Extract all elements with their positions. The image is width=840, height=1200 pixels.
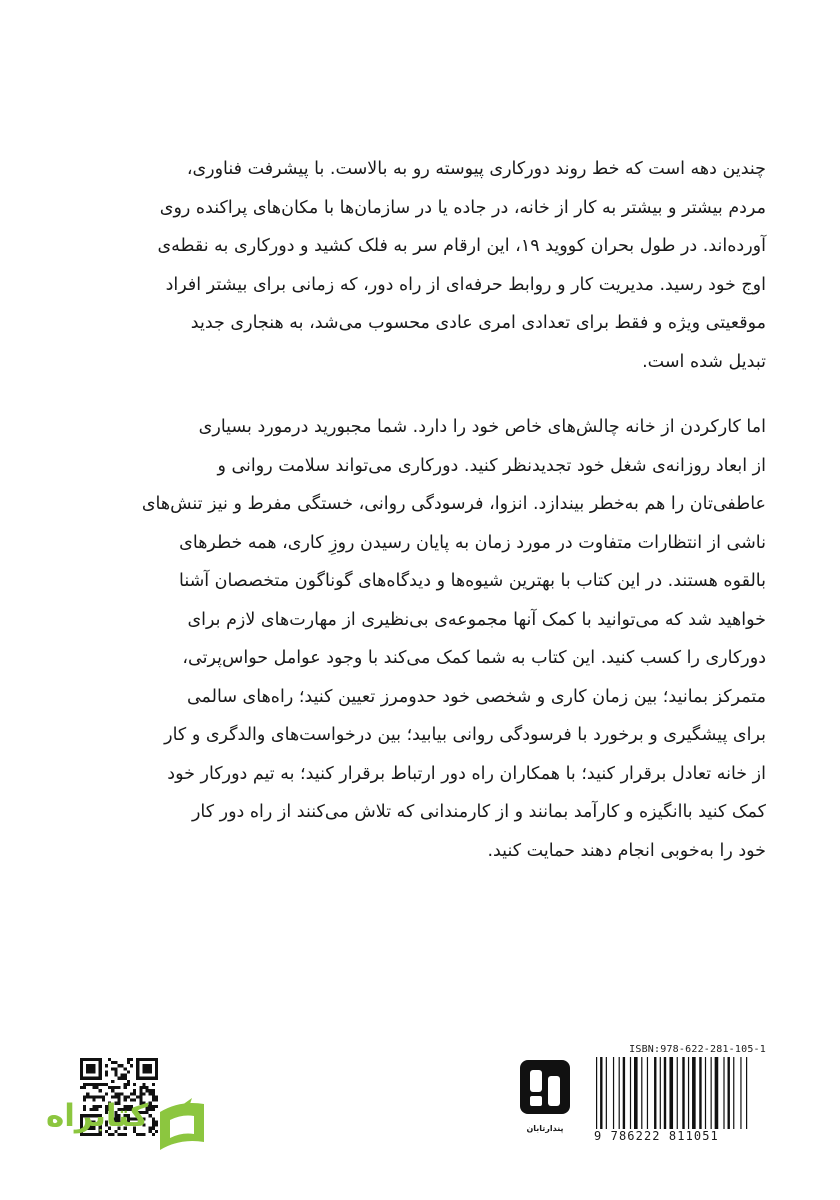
text-line: از خانه تعادل برقرار کنید؛ با همکاران راه دور ارتباط برقرار کنید؛ به تیم دورکار خود — [167, 763, 766, 784]
text-line: مردم بیشتر و بیشتر به کار از خانه، در جاده یا در سازمان‌ها با مکان‌های پراکنده روی — [159, 197, 766, 218]
text-line: آورده‌اند. در طول بحران کووید ۱۹، این ارقام سر به فلک کشید و دورکاری به نقطه‌ی — [157, 236, 766, 256]
barcode-bars — [594, 1057, 766, 1129]
text-line: متمرکز بمانید؛ بین زمان کاری و شخصی خود حدومرز تعیین کنید؛ راه‌های سالمی — [186, 686, 766, 707]
publisher-name: پندارتابان — [526, 1124, 564, 1133]
text-line: موقعیتی ویژه و فقط برای تعدادی امری عادی محسوب می‌شد، به هنجاری جدید — [190, 313, 766, 333]
text-line: بالقوه هستند. در این کتاب با بهترین شیوه‌ها و دیدگاه‌های گوناگون متخصصان آشنا — [178, 571, 766, 591]
text-line: برای پیشگیری و برخورد با فرسودگی روانی بیابید؛ بین درخواست‌های والدگری و کار — [164, 725, 766, 745]
publisher-mark-icon — [516, 1056, 574, 1118]
ketabrah-logo — [46, 1094, 216, 1160]
book-leaf-icon — [148, 1096, 212, 1158]
text-line: اما کارکردن از خانه چالش‌های خاص خود را دارد. شما مجبورید درمورد بسیاری — [198, 417, 766, 437]
text-line: چندین دهه است که خط روند دورکاری پیوسته رو به بالاست. با پیشرفت فناوری، — [186, 159, 766, 179]
text-line: ناشی از انتظارات متفاوت در مورد زمان به پایان رسیدن روزِ کاری، همه خطرهای — [179, 532, 766, 553]
text-line: تبدیل شده است. — [642, 351, 766, 372]
text-line: دورکاری را کسب کنید. این کتاب به شما کمک می‌کند با وجود عوامل حواس‌پرتی، — [182, 648, 766, 668]
text-line: اوج خود رسید. مدیریت کار و روابط حرفه‌ای از راه دور، که زمانی برای بیشتر افراد — [165, 274, 766, 295]
text-line: کمک کنید باانگیزه و کارآمد بمانند و از کارمندانی که تلاش می‌کنند از راه دور کار — [191, 802, 766, 822]
isbn-barcode — [594, 1044, 766, 1143]
isbn-label: ISBN:978-622-281-105-1 — [629, 1044, 766, 1055]
text-line: از ابعاد روزانه‌ی شغل خود تجدیدنظر کنید. دورکاری می‌تواند سلامت روانی و — [217, 455, 766, 476]
paragraph-2 — [74, 408, 766, 870]
brand-name: کتابراه — [46, 1098, 149, 1134]
paragraph-1 — [74, 150, 766, 381]
text-line: خود را به‌خوبی انجام دهند حمایت کنید. — [487, 840, 766, 861]
text-line: عاطفی‌تان را هم به‌خطر بیندازد. انزوا، فرسودگی روانی، خستگی مفرط و نیز تنش‌های — [141, 494, 766, 514]
text-line: خواهید شد که می‌توانید با کمک آنها مجموعه‌ی بی‌نظیری از مهارت‌های لازم برای — [187, 609, 766, 630]
barcode-digits: 9 786222 811051 — [594, 1129, 719, 1143]
publisher-logo — [516, 1056, 574, 1132]
